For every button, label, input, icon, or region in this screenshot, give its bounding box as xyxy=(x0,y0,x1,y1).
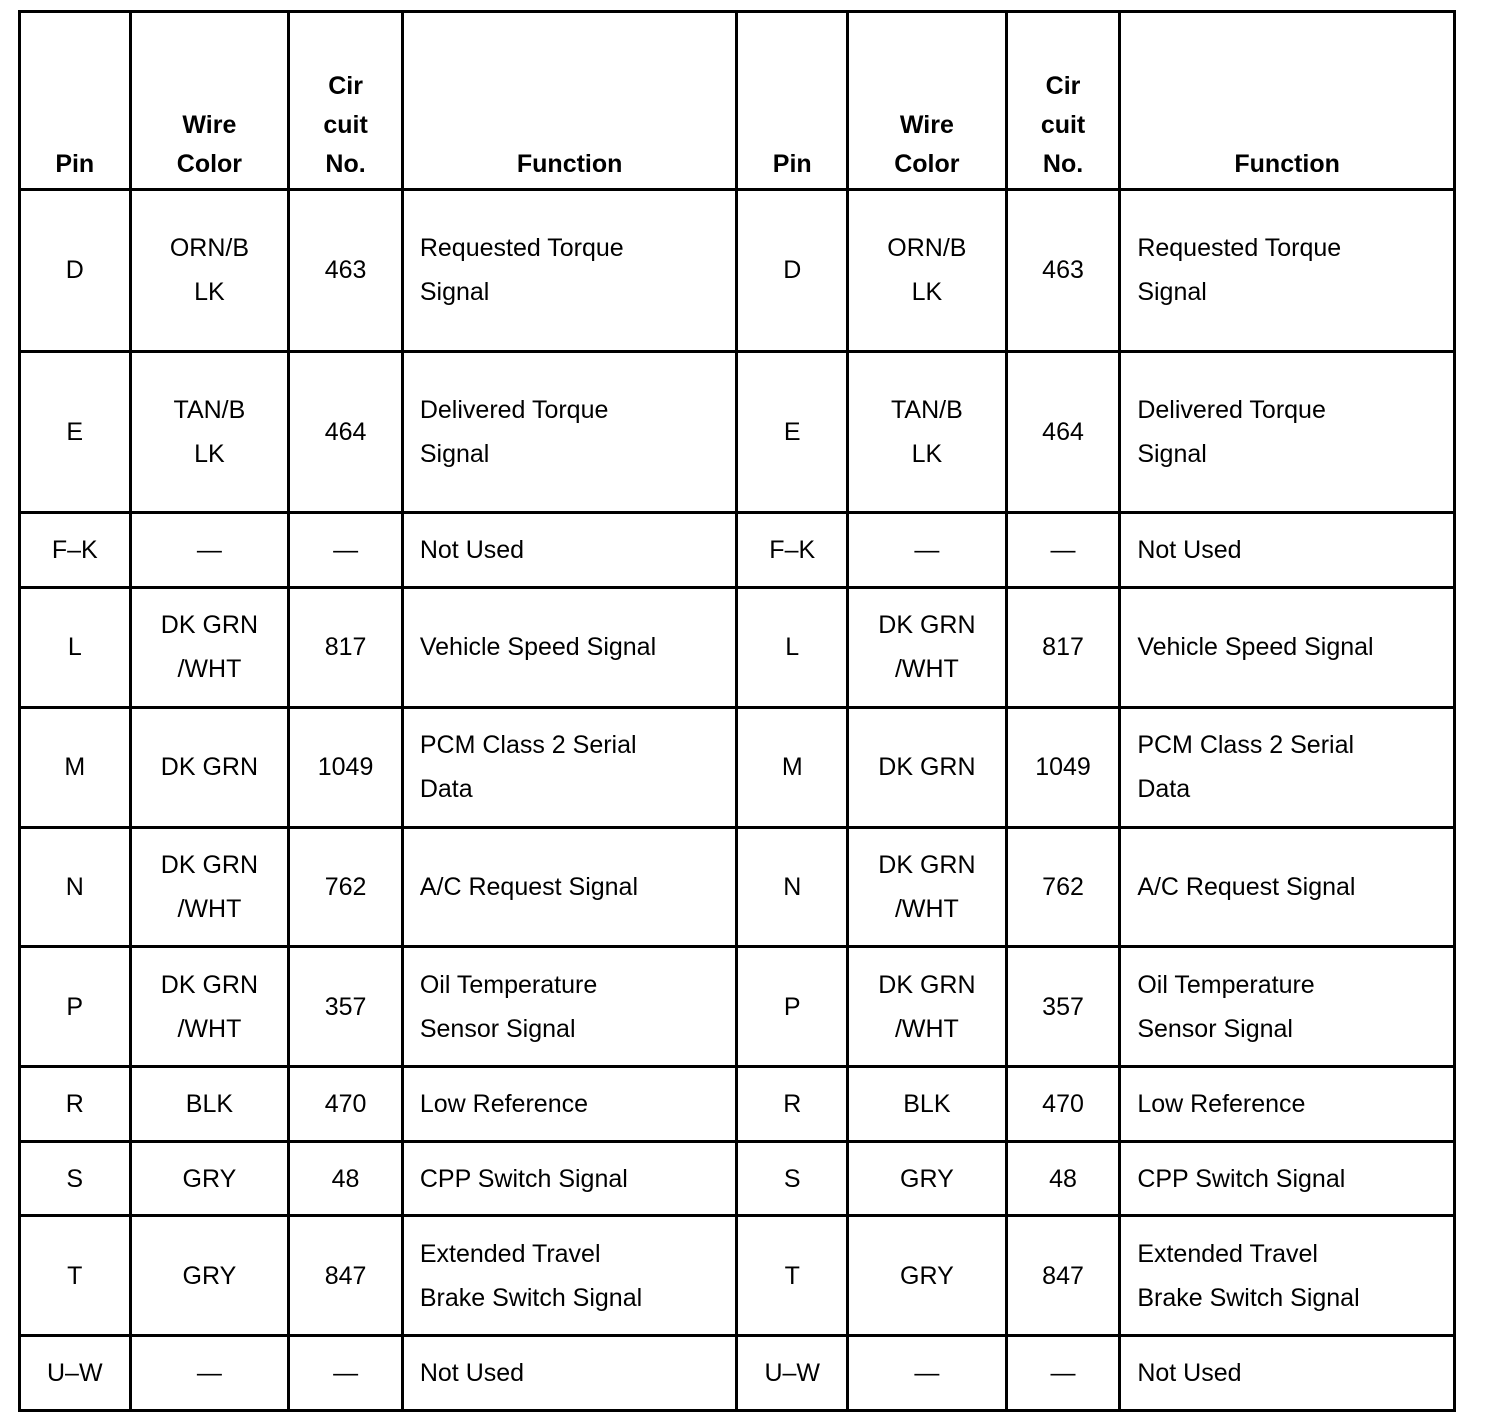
pin-cell: F–K xyxy=(20,513,131,588)
circuit-cell: — xyxy=(289,513,403,588)
pin-cell: R xyxy=(737,1067,848,1142)
circuit-cell: 817 xyxy=(289,588,403,708)
circuit-cell: 470 xyxy=(289,1067,403,1142)
circuit-cell: 48 xyxy=(1006,1141,1120,1216)
table-row xyxy=(20,707,1455,827)
function-cell: CPP Switch Signal xyxy=(1120,1141,1455,1216)
pin-cell: L xyxy=(737,588,848,708)
connector-pinout-table xyxy=(18,10,1456,1412)
function-cell: Vehicle Speed Signal xyxy=(402,588,737,708)
function-cell: PCM Class 2 Serial Data xyxy=(402,707,737,827)
circuit-cell: 1049 xyxy=(289,707,403,827)
wire-color-cell: ORN/B LK xyxy=(130,190,289,352)
pin-cell: L xyxy=(20,588,131,708)
table-row xyxy=(20,947,1455,1067)
function-cell: Extended Travel Brake Switch Signal xyxy=(402,1216,737,1336)
function-cell: Requested Torque Signal xyxy=(402,190,737,352)
function-cell: Low Reference xyxy=(1120,1067,1455,1142)
function-cell: Extended Travel Brake Switch Signal xyxy=(1120,1216,1455,1336)
pin-cell: E xyxy=(737,351,848,513)
pin-cell: T xyxy=(20,1216,131,1336)
header-pin: Pin xyxy=(737,12,848,190)
function-cell: PCM Class 2 Serial Data xyxy=(1120,707,1455,827)
header-row xyxy=(20,12,1455,190)
circuit-cell: 357 xyxy=(1006,947,1120,1067)
circuit-cell: 1049 xyxy=(1006,707,1120,827)
circuit-cell: 464 xyxy=(1006,351,1120,513)
wire-color-cell: TAN/B LK xyxy=(130,351,289,513)
function-cell: Delivered Torque Signal xyxy=(402,351,737,513)
function-cell: Oil Temperature Sensor Signal xyxy=(1120,947,1455,1067)
function-cell: Not Used xyxy=(402,1336,737,1411)
function-cell: Vehicle Speed Signal xyxy=(1120,588,1455,708)
table-row xyxy=(20,190,1455,352)
function-cell: Low Reference xyxy=(402,1067,737,1142)
pin-cell: F–K xyxy=(737,513,848,588)
header-wire-color: Wire Color xyxy=(130,12,289,190)
wire-color-cell: ORN/B LK xyxy=(848,190,1007,352)
table-row xyxy=(20,351,1455,513)
circuit-cell: 762 xyxy=(289,827,403,947)
wire-color-cell: DK GRN /WHT xyxy=(848,588,1007,708)
table-row xyxy=(20,588,1455,708)
circuit-cell: — xyxy=(1006,1336,1120,1411)
table-row xyxy=(20,1216,1455,1336)
function-cell: Not Used xyxy=(1120,513,1455,588)
wire-color-cell: — xyxy=(130,513,289,588)
pin-cell: T xyxy=(737,1216,848,1336)
wire-color-cell: GRY xyxy=(130,1141,289,1216)
header-circuit-no: Cir cuit No. xyxy=(289,12,403,190)
function-cell: Requested Torque Signal xyxy=(1120,190,1455,352)
circuit-cell: 847 xyxy=(289,1216,403,1336)
header-circuit-no: Cir cuit No. xyxy=(1006,12,1120,190)
circuit-cell: 817 xyxy=(1006,588,1120,708)
function-cell: Delivered Torque Signal xyxy=(1120,351,1455,513)
function-cell: Oil Temperature Sensor Signal xyxy=(402,947,737,1067)
wire-color-cell: DK GRN xyxy=(848,707,1007,827)
circuit-cell: 463 xyxy=(289,190,403,352)
circuit-cell: 847 xyxy=(1006,1216,1120,1336)
circuit-cell: 357 xyxy=(289,947,403,1067)
pin-cell: E xyxy=(20,351,131,513)
table-row xyxy=(20,827,1455,947)
wire-color-cell: — xyxy=(848,1336,1007,1411)
pin-cell: R xyxy=(20,1067,131,1142)
circuit-cell: 470 xyxy=(1006,1067,1120,1142)
function-cell: Not Used xyxy=(402,513,737,588)
function-cell: A/C Request Signal xyxy=(1120,827,1455,947)
function-cell: CPP Switch Signal xyxy=(402,1141,737,1216)
header-function: Function xyxy=(402,12,737,190)
pin-cell: M xyxy=(20,707,131,827)
table-row xyxy=(20,513,1455,588)
pin-cell: D xyxy=(737,190,848,352)
wire-color-cell: DK GRN /WHT xyxy=(130,588,289,708)
pin-cell: S xyxy=(20,1141,131,1216)
pin-cell: M xyxy=(737,707,848,827)
pin-cell: N xyxy=(737,827,848,947)
pin-cell: P xyxy=(20,947,131,1067)
header-function: Function xyxy=(1120,12,1455,190)
pin-cell: D xyxy=(20,190,131,352)
header-pin: Pin xyxy=(20,12,131,190)
table-row xyxy=(20,1141,1455,1216)
wire-color-cell: — xyxy=(130,1336,289,1411)
pin-cell: S xyxy=(737,1141,848,1216)
wire-color-cell: BLK xyxy=(130,1067,289,1142)
wire-color-cell: — xyxy=(848,513,1007,588)
wire-color-cell: DK GRN /WHT xyxy=(848,947,1007,1067)
circuit-cell: 48 xyxy=(289,1141,403,1216)
circuit-cell: — xyxy=(1006,513,1120,588)
function-cell: Not Used xyxy=(1120,1336,1455,1411)
wire-color-cell: GRY xyxy=(130,1216,289,1336)
wire-color-cell: GRY xyxy=(848,1141,1007,1216)
pin-cell: P xyxy=(737,947,848,1067)
table-row xyxy=(20,1067,1455,1142)
header-wire-color: Wire Color xyxy=(848,12,1007,190)
wire-color-cell: DK GRN /WHT xyxy=(848,827,1007,947)
circuit-cell: — xyxy=(289,1336,403,1411)
wire-color-cell: DK GRN /WHT xyxy=(130,947,289,1067)
wire-color-cell: BLK xyxy=(848,1067,1007,1142)
wire-color-cell: GRY xyxy=(848,1216,1007,1336)
wire-color-cell: DK GRN xyxy=(130,707,289,827)
table-body xyxy=(20,190,1455,1411)
wire-color-cell: TAN/B LK xyxy=(848,351,1007,513)
pin-cell: U–W xyxy=(20,1336,131,1411)
circuit-cell: 464 xyxy=(289,351,403,513)
function-cell: A/C Request Signal xyxy=(402,827,737,947)
wire-color-cell: DK GRN /WHT xyxy=(130,827,289,947)
pin-cell: U–W xyxy=(737,1336,848,1411)
table-row xyxy=(20,1336,1455,1411)
pin-cell: N xyxy=(20,827,131,947)
circuit-cell: 762 xyxy=(1006,827,1120,947)
circuit-cell: 463 xyxy=(1006,190,1120,352)
